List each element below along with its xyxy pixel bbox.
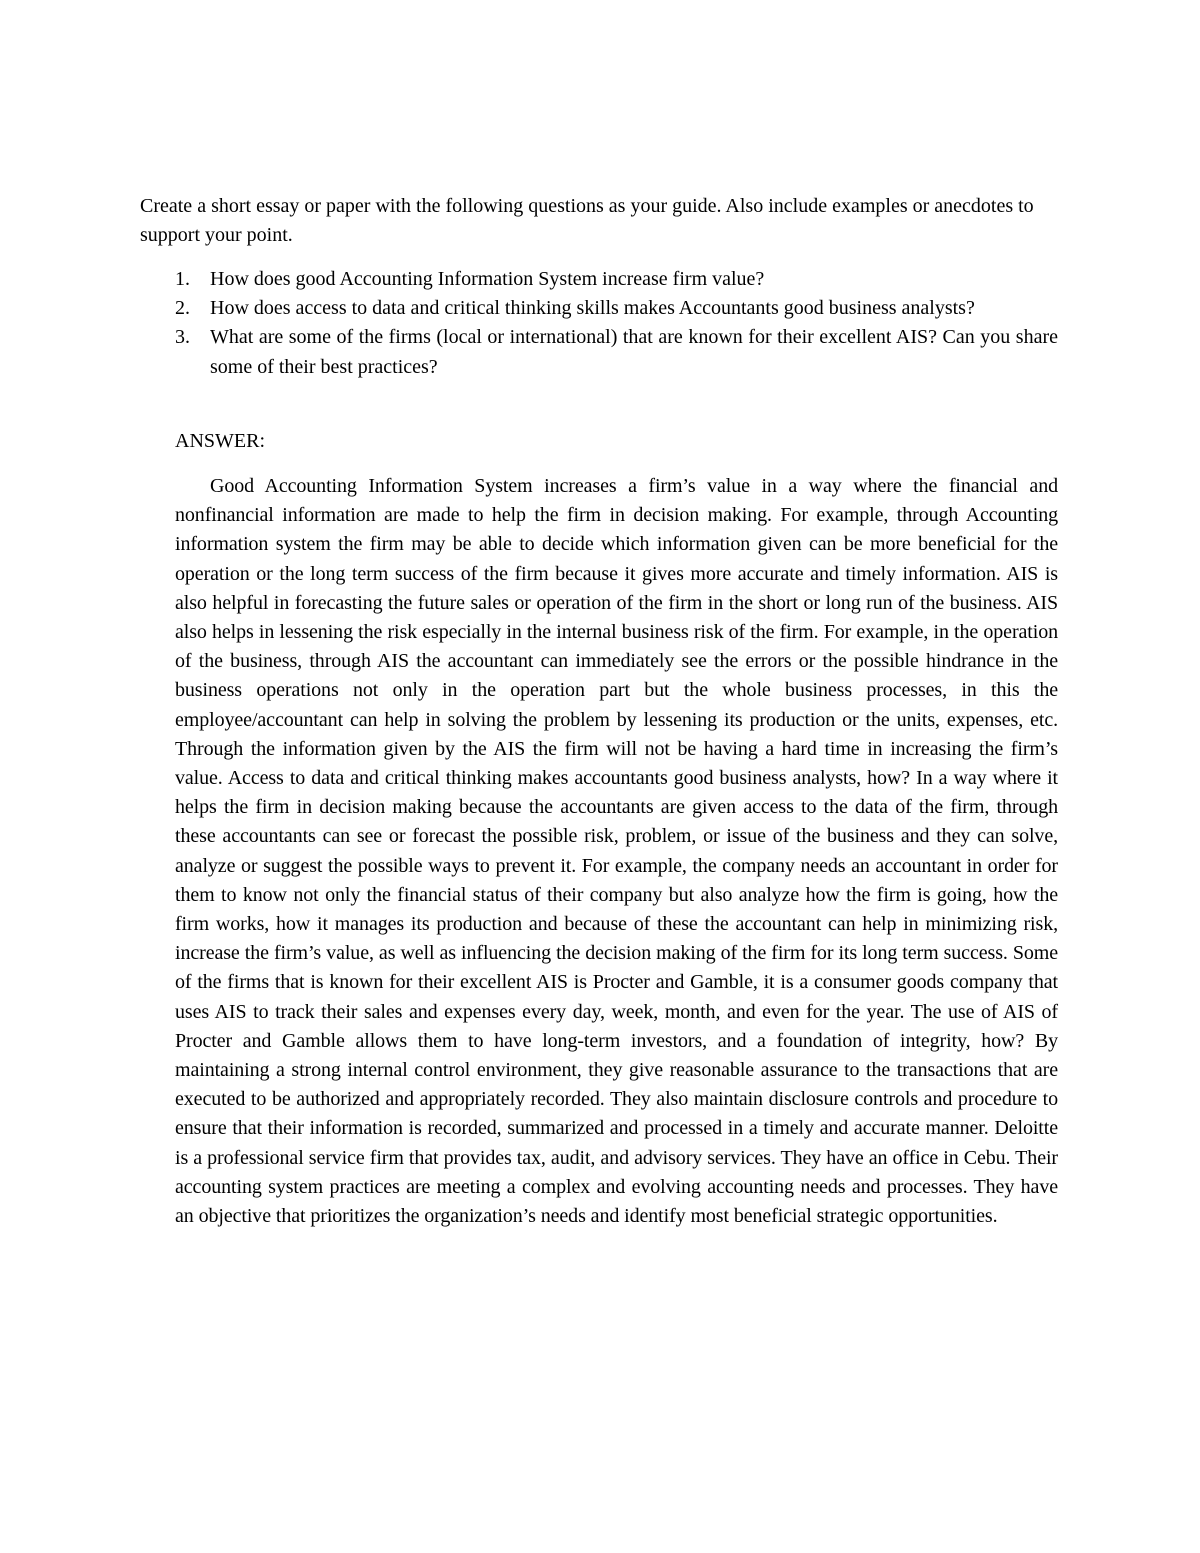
list-item-text: How does access to data and critical thinking skills makes Accountants good business analysts? — [210, 297, 975, 320]
list-item-number: 3. — [175, 326, 190, 349]
intro-paragraph: Create a short essay or paper with the following questions as your guide. Also include examples or anecdotes to support your point. — [140, 195, 1034, 247]
answer-paragraph: Good Accounting Information System increases a firm’s value in a way where the financial and nonfinancial information are made to help the firm in decision making. For example, through Accounting information system the firm may be able to decide which information given can be more beneficial for the operation or the long term success of the firm because it gives more accurate and timely information. AIS is also helpful in forecasting the future sales or operation of the firm in the short or long run of the business. AIS also helps in lessening the risk especially in the internal business risk of the firm. For example, in the operation of the business, through AIS the accountant can immediately see the errors or the possible hindrance in the business operations not only in the operation part but the whole business processes, in this the employee/accountant can help in solving the problem by lessening its production or the units, expenses, etc. Through the information given by the AIS the firm will not be having a hard time in increasing the firm’s value. Access to data and critical thinking makes accountants good business analysts, how? In a way where it helps the firm in decision making because the accountants are given access to the data of the firm, through these accountants can see or forecast the possible risk, problem, or issue of the business and they can solve, analyze or suggest the possible ways to prevent it. For example, the company needs an accountant in order for them to know not only the financial status of their company but also analyze how the firm is going, how the firm works, how it manages its production and because of these the accountant can help in minimizing risk, increase the firm’s value, as well as influencing the decision making of the firm for its long term success. Some of the firms that is known for their excellent AIS is Procter and Gamble, it is a consumer goods company that uses AIS to track their sales and expenses every day, week, month, and even for the year. The use of AIS of Procter and Gamble allows them to have long-term investors, and a foundation of integrity, how? By maintaining a strong internal control environment, they give reasonable assurance to the transactions that are executed to be authorized and appropriately recorded. They also maintain disclosure controls and procedure to ensure that their information is recorded, summarized and processed in a timely and accurate manner. Deloitte is a professional service firm that provides tax, audit, and advisory services. They have an office in Cebu. Their accounting system practices are meeting a complex and evolving accounting needs and processes. They have an objective that prioritizes the organization’s needs and identify most beneficial strategic opportunities. — [175, 475, 1058, 1228]
list-item — [140, 294, 1058, 323]
list-item-text: What are some of the firms (local or international) that are known for their excellent AIS? Can you share some of their best practices? — [210, 326, 1058, 378]
list-item — [140, 323, 1058, 381]
question-list — [140, 265, 1058, 382]
list-item-text: How does good Accounting Information System increase firm value? — [210, 268, 765, 290]
answer-label: ANSWER: — [175, 430, 265, 452]
list-item-number: 1. — [175, 268, 190, 290]
list-item-number: 2. — [175, 297, 190, 320]
list-item — [140, 265, 1058, 294]
